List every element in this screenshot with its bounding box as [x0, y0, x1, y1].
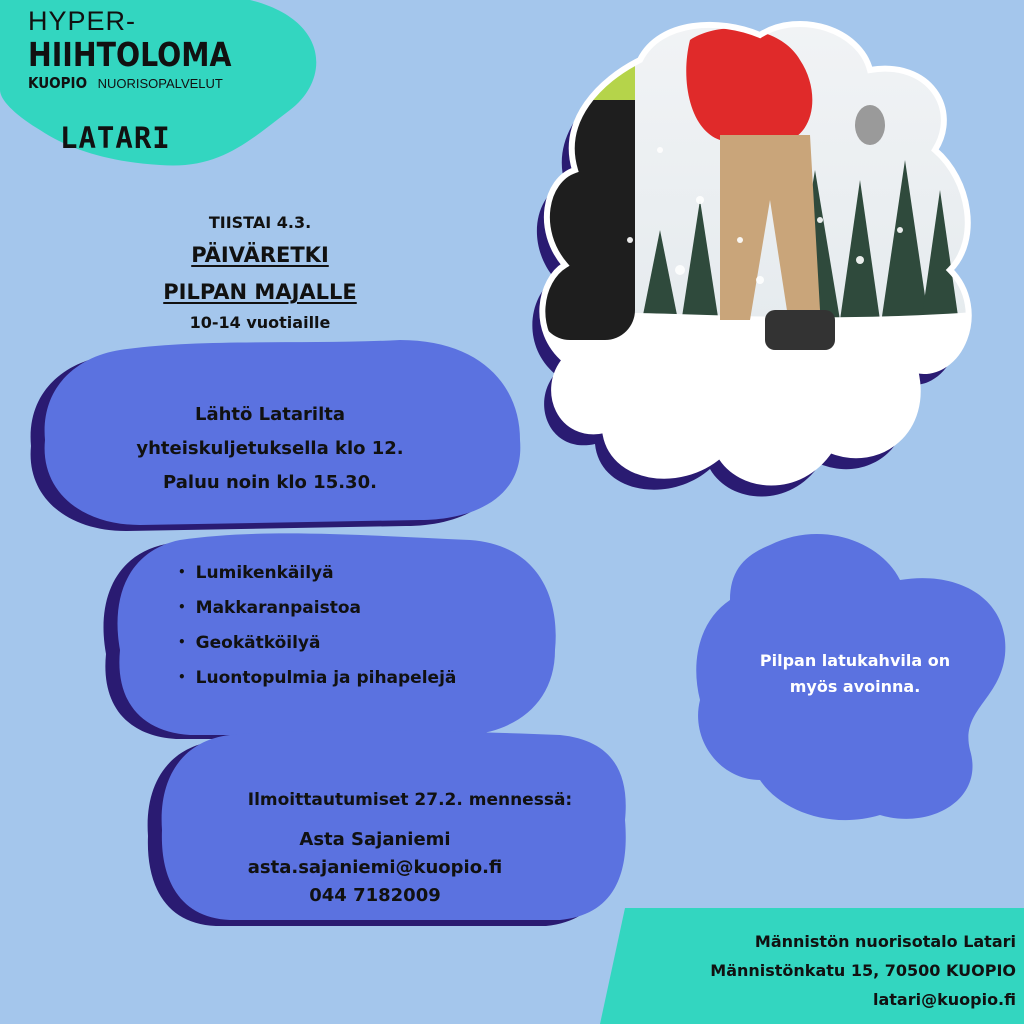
event-title-line1: PÄIVÄRETKI — [191, 243, 329, 267]
departure-line3: Paluu noin klo 15.30. — [163, 472, 377, 493]
departure-text — [60, 398, 480, 500]
activities-list — [178, 556, 456, 696]
departure-line2: yhteiskuljetuksella klo 12. — [136, 438, 404, 459]
event-title-line2: PILPAN MAJALLE — [163, 280, 357, 304]
address-block — [710, 927, 1016, 1014]
logo-line-hyper: HYPER- — [28, 6, 137, 36]
activity-item: • Geokätköilyä — [178, 626, 456, 661]
activity-item: • Makkaranpaistoa — [178, 591, 456, 626]
event-date: TIISTAI 4.3. — [208, 213, 312, 232]
logo-subline — [28, 76, 265, 91]
cafe-note — [710, 648, 1000, 700]
address-line1: Männistön nuorisotalo Latari — [754, 932, 1016, 951]
contact-email: asta.sajaniemi@kuopio.fi — [247, 857, 503, 878]
registration-contact — [190, 826, 560, 910]
address-line2: Männistönkatu 15, 70500 KUOPIO — [710, 961, 1016, 980]
departure-line1: Lähtö Latarilta — [194, 404, 345, 425]
latari-label: LATARI — [60, 121, 171, 155]
activity-item: • Luontopulmia ja pihapelejä — [178, 661, 456, 696]
logo — [28, 8, 265, 91]
logo-line-hiihtoloma: HIIHTOLOMA — [28, 35, 232, 74]
contact-name: Asta Sajaniemi — [299, 829, 451, 850]
address-email: latari@kuopio.fi — [873, 990, 1016, 1009]
activity-item: • Lumikenkäilyä — [178, 556, 456, 591]
event-age: 10-14 vuotiaille — [189, 313, 331, 332]
snowshoe-photo — [520, 0, 1000, 500]
cafe-line2: myös avoinna. — [789, 677, 921, 696]
cafe-line1: Pilpan latukahvila on — [759, 651, 951, 670]
registration-heading: Ilmoittautumiset 27.2. mennessä: — [247, 790, 573, 810]
logo-dept: NUORISOPALVELUT — [97, 76, 223, 91]
logo-city: KUOPIO — [28, 74, 88, 92]
contact-phone: 044 7182009 — [309, 885, 441, 906]
